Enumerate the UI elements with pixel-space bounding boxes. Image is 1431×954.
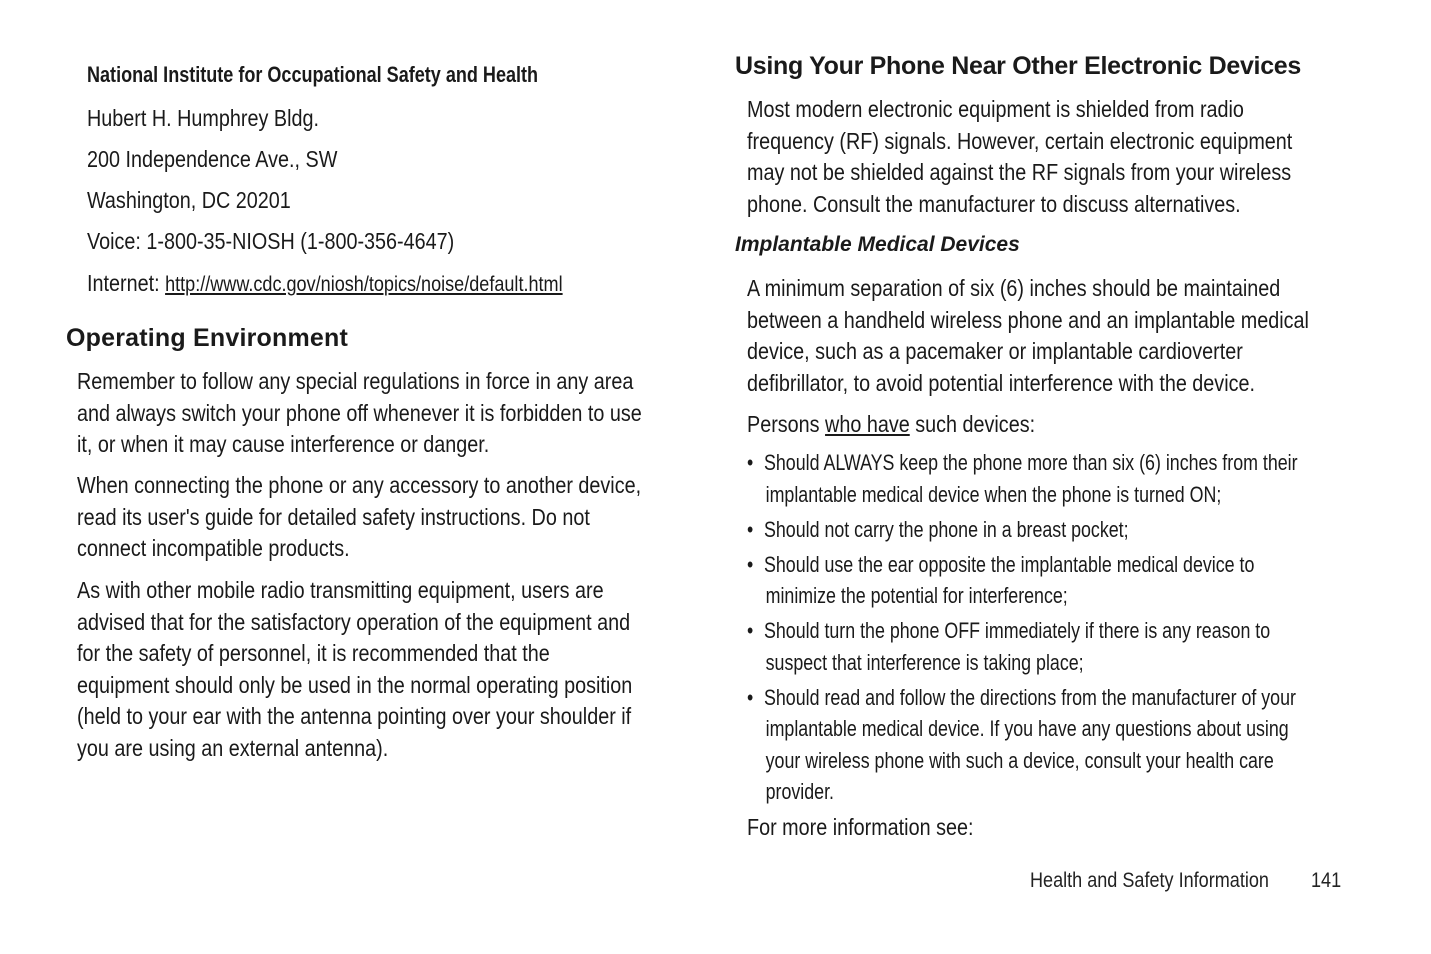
implantable-paragraph <box>747 273 1309 399</box>
bullet-icon: • <box>747 618 754 643</box>
text-line: Should read and follow the directions from the manufacturer of your <box>764 684 1296 710</box>
bullet-icon: • <box>747 516 754 542</box>
text-line: A minimum separation of six (6) inches should be maintained <box>747 275 1281 301</box>
text-line: Should use the ear opposite the implantable medical device to <box>764 551 1255 577</box>
text-line: Most modern electronic equipment is shielded from radio <box>747 96 1244 122</box>
text-line: between a handheld wireless phone and an implantable medical <box>747 306 1309 333</box>
text-line: As with other mobile radio transmitting equipment, users are <box>77 577 604 603</box>
niosh-noise-link[interactable]: http://www.cdc.gov/niosh/topics/noise/default.html <box>165 273 563 296</box>
niosh-address-city: Washington, DC 20201 <box>87 187 291 213</box>
text-line: For more information see: <box>747 814 974 840</box>
operating-environment-heading: Operating Environment <box>66 324 349 352</box>
niosh-title: National Institute for Occupational Safety and Health <box>87 62 539 87</box>
footer-section-title: Health and Safety Information <box>1030 869 1269 892</box>
text-line: and always switch your phone off whenever it is forbidden to use <box>77 399 642 426</box>
text-line: implantable medical device when the phone is turned ON; <box>765 481 1222 507</box>
text-line: advised that for the satisfactory operation of the equipment and <box>77 608 631 635</box>
text-line: it, or when it may cause interference or danger. <box>77 431 490 457</box>
implantable-devices-heading: Implantable Medical Devices <box>735 233 1020 256</box>
niosh-voice: Voice: 1-800-35-NIOSH (1-800-356-4647) <box>87 228 455 254</box>
text-line: When connecting the phone or any accessory to another device, <box>77 472 642 498</box>
text-line: your wireless phone with such a device, consult your health care <box>765 747 1274 773</box>
text-line: Should turn the phone OFF immediately if there is any reason to <box>764 618 1271 643</box>
niosh-internet <box>87 270 563 297</box>
text-line: implantable medical device. If you have any questions about using <box>765 716 1289 741</box>
text-line: Should not carry the phone in a breast pocket; <box>764 516 1129 542</box>
niosh-address-street: 200 Independence Ave., SW <box>87 146 338 172</box>
text-line: Should ALWAYS keep the phone more than six (6) inches from their <box>764 450 1298 475</box>
operating-paragraph-3 <box>77 575 632 764</box>
operating-paragraph-1 <box>77 366 642 461</box>
internet-label: Internet: <box>87 270 166 296</box>
list-item <box>747 514 1298 546</box>
text-line: frequency (RF) signals. However, certain electronic equipment <box>747 127 1293 154</box>
page-number: 141 <box>1311 869 1342 892</box>
text-line: (held to your ear with the antenna pointing over your shoulder if <box>77 703 632 729</box>
list-item <box>747 682 1298 808</box>
text-line: phone. Consult the manufacturer to discuss alternatives. <box>747 190 1241 217</box>
text-line: connect incompatible products. <box>77 535 350 561</box>
persons-underlined: who have <box>825 411 910 437</box>
text-line: equipment should only be used in the normal operating position <box>77 671 633 698</box>
text-line: you are using an external antenna). <box>77 734 389 761</box>
electronic-devices-heading: Using Your Phone Near Other Electronic Devices <box>735 52 1302 80</box>
list-item <box>747 447 1298 510</box>
bullet-icon: • <box>747 551 754 577</box>
text-line: for the safety of personnel, it is recommended that the <box>77 640 550 666</box>
list-item <box>747 549 1298 612</box>
text-line: provider. <box>765 779 834 804</box>
text-line: device, such as a pacemaker or implantable cardioverter <box>747 338 1243 364</box>
persons-suffix: such devices: <box>909 411 1036 437</box>
niosh-address-building: Hubert H. Humphrey Bldg. <box>87 105 319 131</box>
text-line: read its user's guide for detailed safety instructions. Do not <box>77 503 590 530</box>
more-information <box>747 812 973 844</box>
text-line: suspect that interference is taking place; <box>765 649 1084 675</box>
persons-with-devices <box>747 409 1035 441</box>
electronic-paragraph <box>747 94 1292 220</box>
text-line: Remember to follow any special regulations in force in any area <box>77 368 634 394</box>
text-line: minimize the potential for interference; <box>765 583 1068 608</box>
text-line: defibrillator, to avoid potential interference with the device. <box>747 369 1255 396</box>
operating-paragraph-2 <box>77 470 641 565</box>
persons-prefix: Persons <box>747 411 826 437</box>
text-line: may not be shielded against the RF signals from your wireless <box>747 159 1292 185</box>
bullet-icon: • <box>747 450 754 475</box>
list-item <box>747 615 1298 678</box>
bullet-icon: • <box>747 684 754 710</box>
implantable-bullet-list <box>747 447 1298 811</box>
